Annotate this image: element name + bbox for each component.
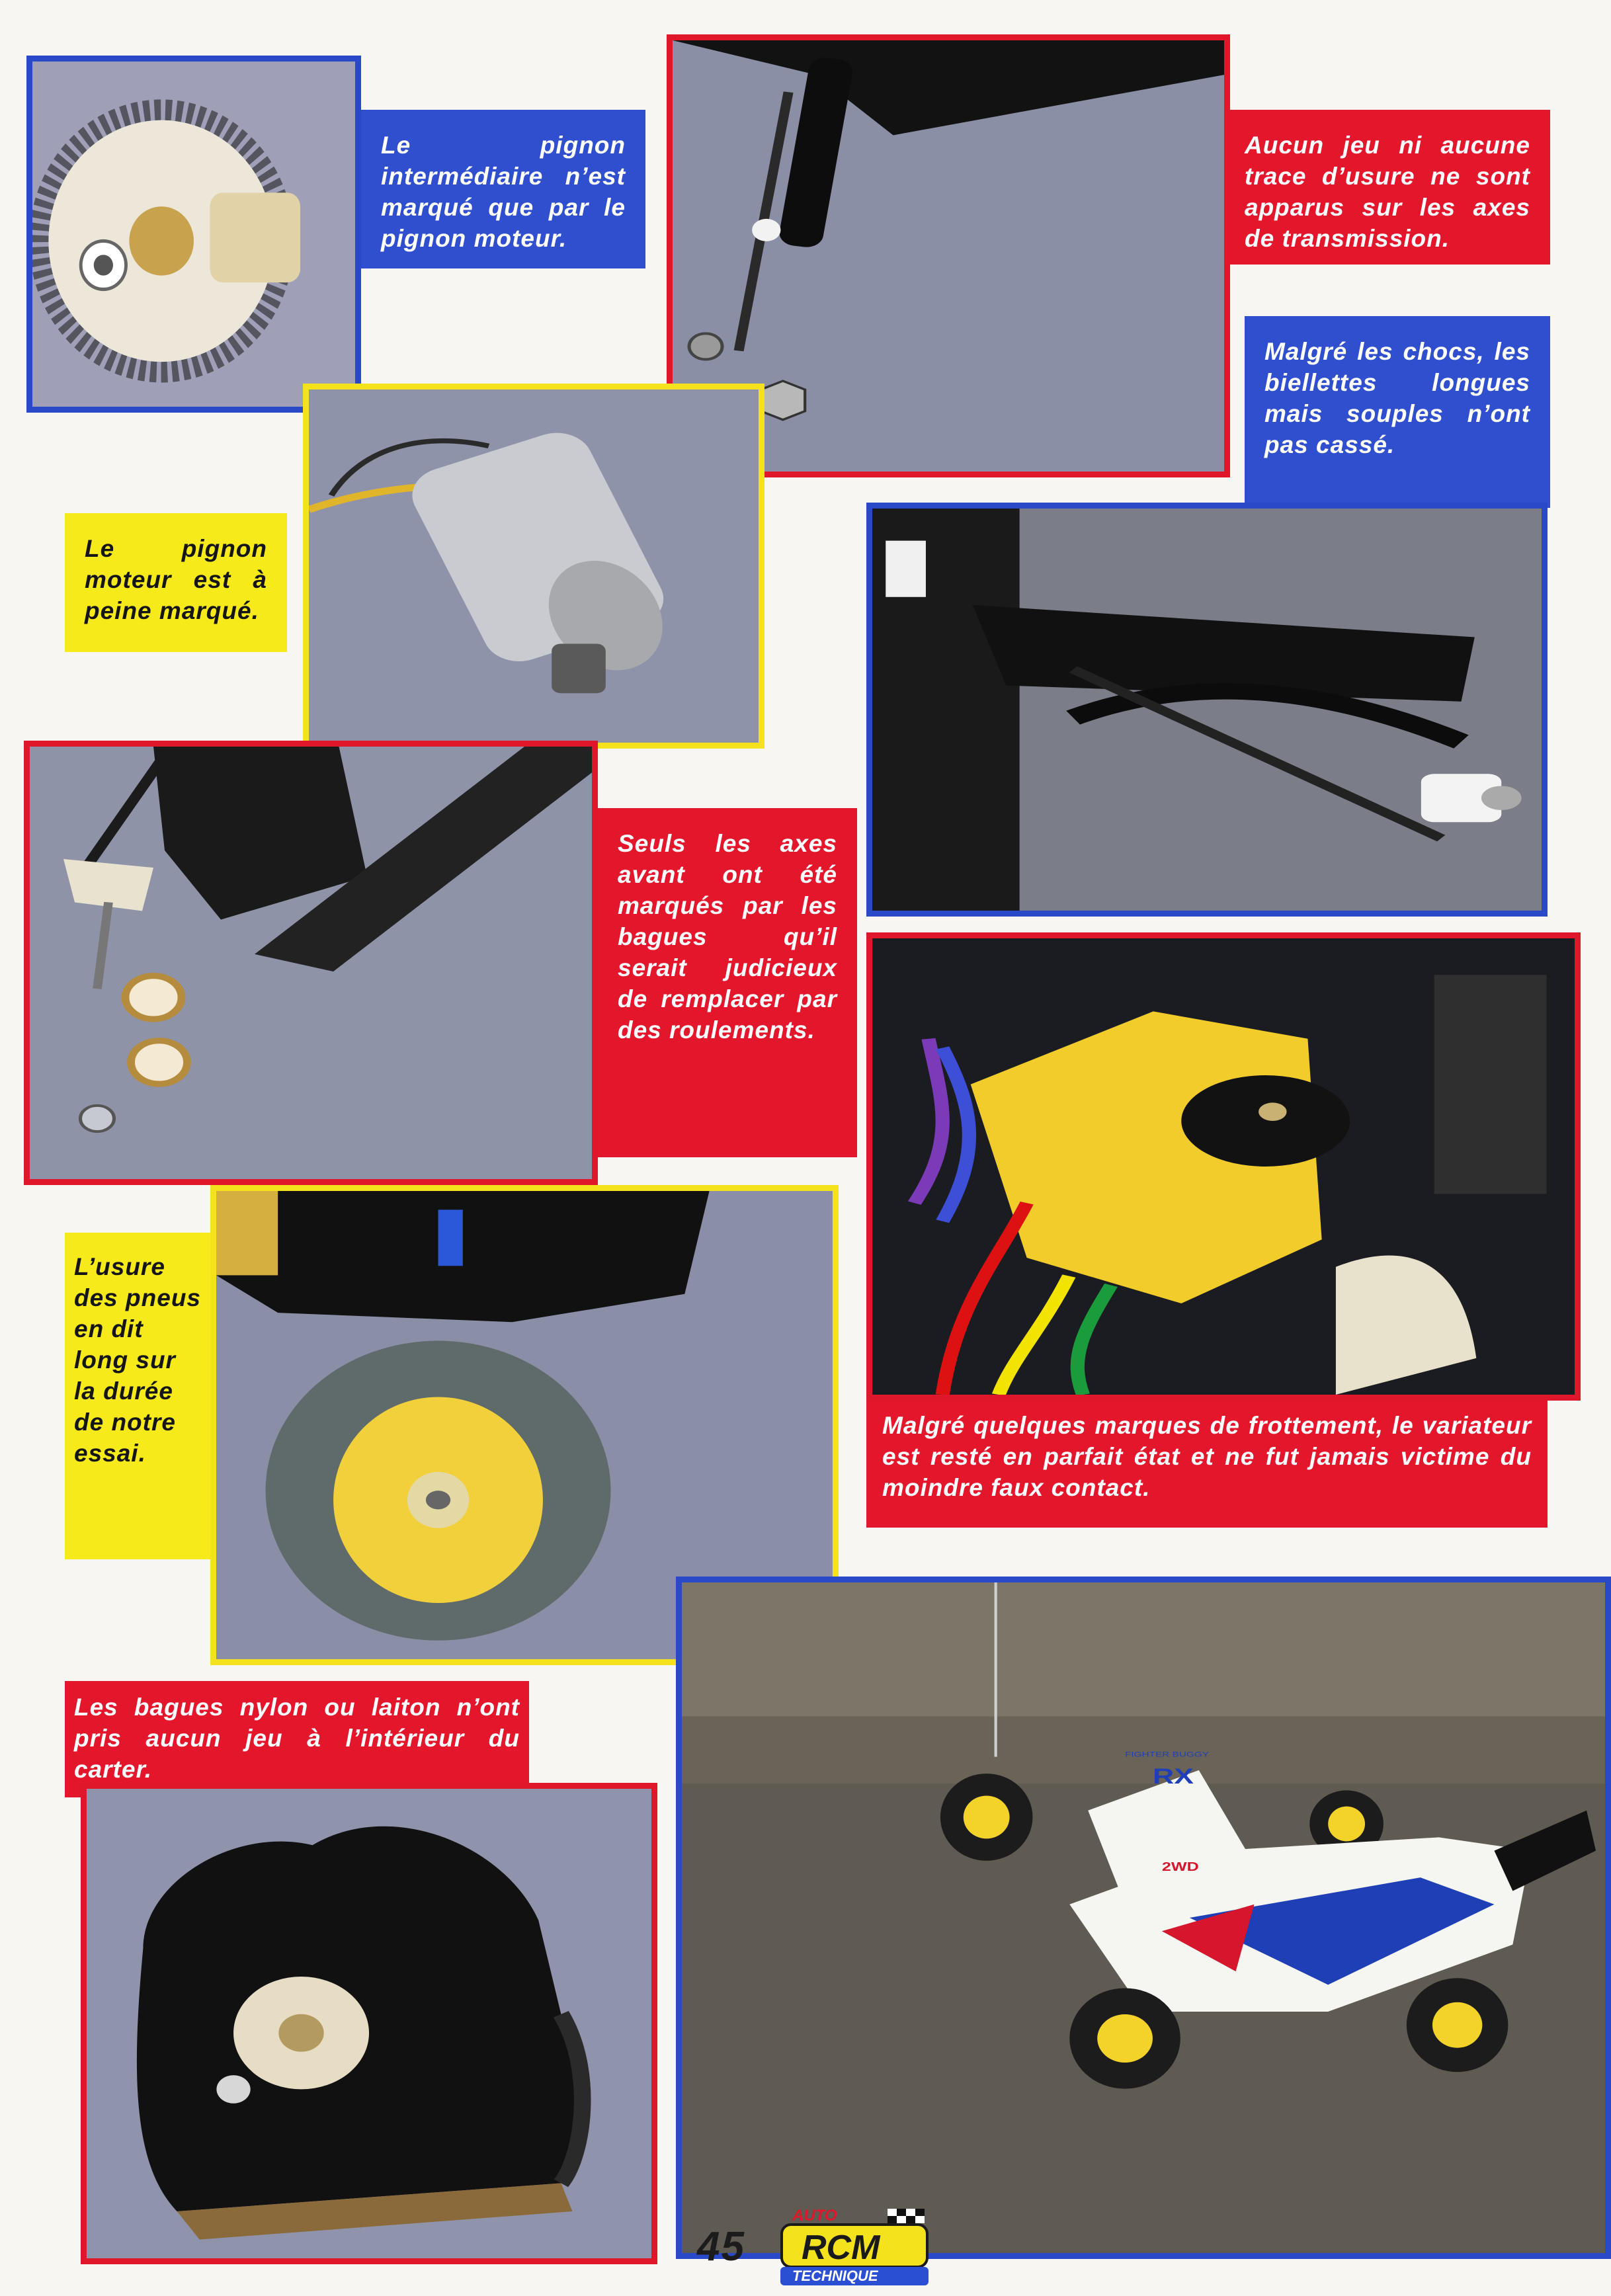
photo-gear-assembly — [26, 56, 361, 413]
motor-image — [309, 390, 759, 743]
photo-buggy-action — [676, 1577, 1611, 2259]
auto-rcm-technique-logo — [775, 2201, 934, 2289]
gear-case-image — [87, 1789, 651, 2258]
photo-speed-controller — [866, 932, 1581, 1401]
decal-rx: RX — [1152, 1764, 1194, 1789]
caption-transmission-axles: Aucun jeu ni aucune trace d’usure ne sont apparus sur les axes de transmission. — [1225, 110, 1550, 265]
page-number: 45 — [697, 2224, 745, 2270]
caption-speed-controller: Malgré quelques marques de frottement, le variateur est resté en parfait état et ne fut jamais victime du moindre faux contact. — [866, 1401, 1548, 1528]
logo-rcm-text: RCM — [802, 2229, 880, 2267]
photo-front-axle — [24, 741, 598, 1185]
controller-image — [872, 938, 1575, 1395]
caption-front-axles: Seuls les axes avant ont été marqués par les bagues qu’il serait judicieux de remplacer par des roulements. — [598, 808, 857, 1157]
caption-bearings: Les bagues nylon ou laiton n’ont pris aucun jeu à l’intérieur du carter. — [65, 1681, 529, 1797]
caption-intermediate-gear: Le pignon intermédiaire n’est marqué que par le pignon moteur. — [361, 110, 645, 268]
logo-technique-text: TECHNIQUE — [792, 2268, 878, 2284]
logo-graphic — [775, 2201, 934, 2289]
photo-gear-case — [81, 1783, 657, 2264]
suspension-image — [872, 509, 1542, 911]
logo-auto-text: AUTO — [792, 2207, 837, 2225]
caption-motor-pinion: Le pignon moteur est à peine marqué. — [65, 513, 287, 652]
decal-model: FIGHTER BUGGY — [1125, 1750, 1210, 1759]
gear-image — [32, 62, 355, 407]
buggy-image — [682, 1582, 1605, 2253]
caption-tire-wear: L’usure des pneus en dit long sur la durée de notre essai. — [65, 1233, 210, 1559]
photo-motor — [303, 384, 764, 749]
photo-suspension-arm — [866, 503, 1548, 917]
front-axle-image — [30, 747, 592, 1179]
decal-2wd: 2WD — [1161, 1860, 1199, 1874]
caption-suspension-links: Malgré les chocs, les biellettes longues mais souples n’ont pas cassé. — [1245, 316, 1550, 508]
